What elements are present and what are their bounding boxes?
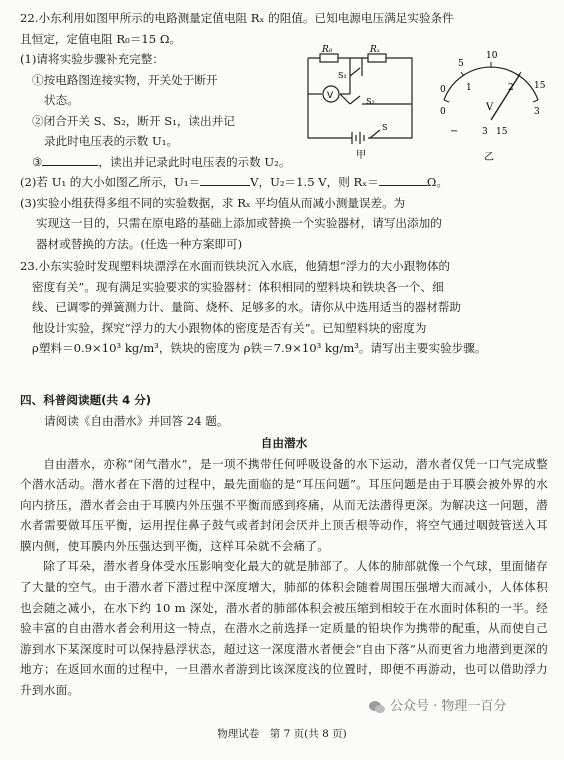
step3-blank: [42, 152, 98, 166]
wechat-watermark: [368, 697, 506, 718]
dial-bottom-0: 0: [440, 107, 446, 117]
voltmeter-symbol: V: [327, 91, 334, 101]
dial-bottom-3: 3: [534, 107, 540, 117]
dial-bottom-1: 1: [466, 83, 472, 93]
label-r0: R₀: [322, 45, 333, 55]
q22-line-10: (3)实验小组获得多组不同的实验数据，求 Rₓ 平均值从而减小测量误差。为: [20, 195, 406, 210]
dial-top-5: 5: [458, 59, 464, 69]
dial-top-10: 10: [486, 51, 498, 61]
article-body: [20, 454, 548, 701]
question-23: [20, 256, 540, 359]
q22-line-1: 22.小东利用如图甲所示的电路测量定值电阻 Rₓ 的阻值。已知电源电压满足实验条件: [20, 11, 454, 25]
label-rx: Rₓ: [370, 45, 380, 55]
q22-line-2: 且恒定，定值电阻 R₀＝15 Ω。: [20, 31, 182, 46]
q22-line-7: 录此时电压表的示数 U₁。: [44, 134, 179, 148]
article-paragraph-1: 自由潜水，亦称“闭气潜水”，是一项不携带任何呼吸设备的水下运动，潜水者仅凭一口气完成整个潜水活动。潜水者在下潜的过程中，最先面临的是“耳压问题”。耳压问题是由于耳膜会被外界的水向内挤压，潜水者会由于耳膜内外压强不平衡而感到疼痛，从而无法潜得更深。为解决这一问题，潜水者需要做耳压平衡，运用捏住鼻子鼓气或者封闭会厌并上顶舌根等动作，将空气通过咽鼓管送入耳膜内侧，使耳膜内外压强达到平衡，这样耳朵就不会痛了。: [20, 456, 548, 553]
terminal-15: 15: [496, 127, 508, 137]
article-title: 自由潜水: [260, 436, 308, 450]
q22-line-5: 状态。: [44, 93, 79, 107]
section-4: [20, 390, 548, 701]
q23-line-5: ρ塑料＝0.9×10³ kg/m³，铁块的密度为 ρ铁＝7.9×10³ kg/m³。请写出主要实验步骤。: [32, 341, 487, 355]
label-s: S: [382, 123, 388, 132]
q22-line-11: 实现这一目的，只需在原电路的基础上添加或替换一个实验器材，请写出添加的: [36, 216, 442, 230]
step3-text: ，读出并记录此时电压表的示数 U₂。: [98, 154, 291, 169]
q22-line-12: 器材或替换的方法。(任选一种方案即可): [36, 236, 243, 251]
article-paragraph-2: 除了耳朵，潜水者身体受水压影响变化最大的就是肺部了。人体的肺部就像一个气球，里面储存了大量的空气。由于潜水者下潜过程中深度增大，肺部的体积会随着周围压强增大而减小，人体体积也会随之减小，在水下约 10 m 深处，潜水者的肺部体积会被压缩到相较于在水面时体积的一半。经验丰富的自由潜水者会利用这一特点，在潜水之前选择一定质量的铅块作为携带的配重，从而使自己游到水下某深度时可以保持悬浮状态，超过这一深度潜水者便会“自由下落”从而更省力地潜到更深的地方；在返回水面的过程中，一旦潜水者游到比该深度浅的位置时，即便不再游动，也可以借助浮力升到水面。: [20, 559, 548, 698]
q22-line-3: (1)请将实验步骤补充完整：: [20, 52, 164, 66]
q22-2-text-b: V，U₂＝1.5 V，则 Rₓ＝: [250, 175, 379, 189]
voltmeter-dial-yi: [430, 48, 550, 168]
section-4-intro: 请阅读《自由潜水》并回答 24 题。: [44, 413, 229, 428]
circuit-diagram-jia: [300, 44, 420, 164]
q23-line-1: 23.小东实验时发现塑料块漂浮在水面而铁块沉入水底，他猜想“浮力的大小跟物体的: [20, 259, 451, 273]
label-s2: S₂: [366, 97, 375, 106]
q23-line-3: 线、已调零的弹簧测力计、量筒、烧杯、足够多的水。请你从中选用适当的器材帮助: [32, 300, 461, 314]
page-footer: 物理试卷 第 7 页(共 8 页): [217, 728, 347, 740]
wechat-icon: [368, 700, 386, 714]
label-s1: S₁: [338, 71, 347, 80]
q22-line-4: ①按电路图连接实物，开关处于断开: [32, 72, 218, 87]
q23-line-2: 密度有关”。现有满足实验要求的实验器材：体积相同的塑料块和铁块各一个、细: [32, 279, 444, 294]
q22-line-6: ②闭合开关 S、S₂，断开 S₁，读出并记: [32, 113, 235, 128]
caption-yi: 乙: [484, 152, 494, 163]
q23-line-4: 他设计实验，探究“浮力的大小跟物体的密度是否有关”。已知塑料块的密度为: [32, 320, 427, 335]
q22-2-text-c: Ω。: [426, 175, 448, 189]
watermark-text: 公众号 · 物理一百分: [390, 699, 507, 714]
q22-2-text-a: (2)若 U₁ 的大小如图乙所示，U₁＝: [20, 175, 201, 189]
dial-top-15: 15: [534, 81, 546, 91]
dial-unit-v: V: [486, 102, 494, 113]
caption-jia: 甲: [356, 150, 366, 161]
dial-top-0: 0: [440, 85, 446, 95]
terminal-minus: −: [450, 126, 459, 137]
section-4-heading: 四、科普阅读题(共 4 分): [20, 393, 152, 407]
terminal-3: 3: [482, 127, 488, 137]
q22-line-9: [20, 172, 540, 193]
dial-bottom-2: 2: [508, 83, 514, 93]
u1-blank: [200, 172, 250, 186]
step3-marker: ③: [32, 154, 43, 169]
rx-blank: [379, 172, 427, 186]
